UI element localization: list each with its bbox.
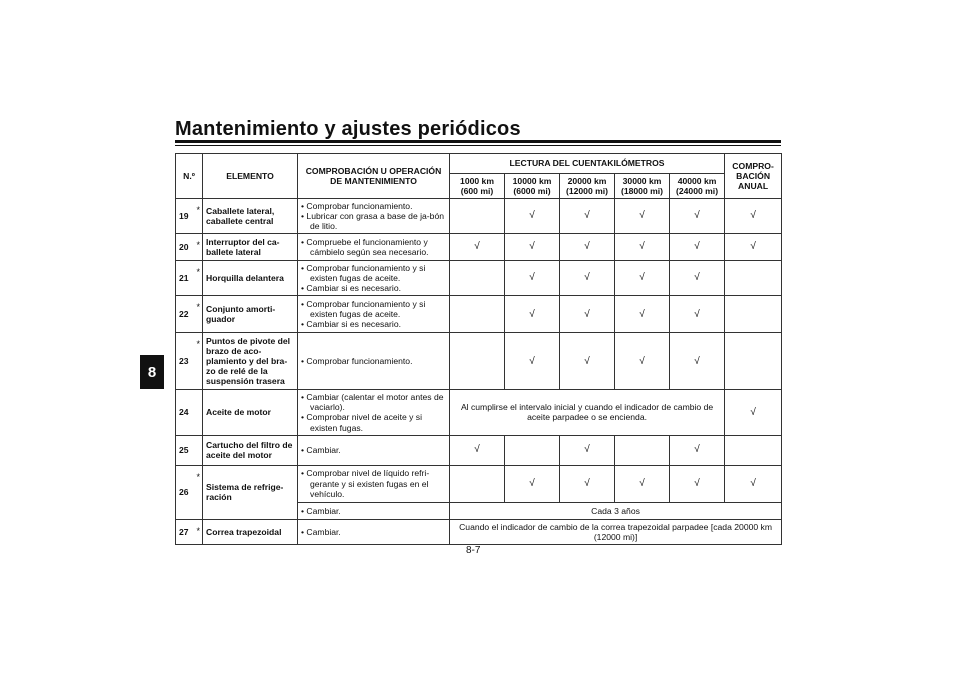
check-mark: √ <box>670 199 725 234</box>
row-number: 21 <box>176 261 194 296</box>
operation-item: • Comprobar funcionamiento. <box>301 356 446 366</box>
check-mark: √ <box>615 465 670 502</box>
operation-item: • Comprobar nivel de líquido refri-gerante y si existen fugas en el vehículo. <box>301 468 446 498</box>
interval-note: Al cumplirse el intervalo inicial y cuando el indicador de cambio de aceite parpadee o se encienda. <box>450 390 725 435</box>
check-mark: √ <box>670 234 725 261</box>
check-mark: √ <box>560 234 615 261</box>
row-operations <box>298 234 450 261</box>
check-mark: √ <box>560 333 615 390</box>
operation-list <box>301 506 446 516</box>
row-number: 27 <box>176 519 194 544</box>
header-km: 30000 km (18000 mi) <box>615 174 670 199</box>
check-mark: √ <box>560 465 615 502</box>
table-row <box>176 199 782 234</box>
check-mark: √ <box>505 296 560 333</box>
row-number: 25 <box>176 435 194 465</box>
operation-item: • Cambiar si es necesario. <box>301 283 446 293</box>
check-mark: √ <box>560 296 615 333</box>
operation-list <box>301 201 446 231</box>
annual-check-mark: √ <box>725 199 782 234</box>
table-row <box>176 234 782 261</box>
row-star: * <box>194 199 203 234</box>
operation-list <box>301 527 446 537</box>
row-operations <box>298 435 450 465</box>
row-element: Interruptor del ca-ballete lateral <box>203 234 298 261</box>
operation-item: • Comprobar funcionamiento y si existen fugas de aceite. <box>301 299 446 319</box>
check-mark <box>450 199 505 234</box>
operation-item: • Cambiar (calentar el motor antes de vaciarlo). <box>301 392 446 412</box>
operation-list <box>301 263 446 293</box>
operation-item: • Comprobar nivel de aceite y si existen fugas. <box>301 412 446 432</box>
row-operations <box>298 390 450 435</box>
row-star: * <box>194 465 203 519</box>
check-mark: √ <box>505 465 560 502</box>
table-row <box>176 333 782 390</box>
check-mark <box>450 261 505 296</box>
check-mark: √ <box>615 296 670 333</box>
check-mark: √ <box>560 199 615 234</box>
row-operations <box>298 502 450 519</box>
row-element: Aceite de motor <box>203 390 298 435</box>
row-operations <box>298 519 450 544</box>
check-mark: √ <box>670 261 725 296</box>
operation-list <box>301 237 446 257</box>
check-mark: √ <box>560 261 615 296</box>
header-km: 1000 km (600 mi) <box>450 174 505 199</box>
table-row <box>176 390 782 435</box>
table-row <box>176 519 782 544</box>
check-mark <box>450 296 505 333</box>
header-annual: COMPRO-BACIÓN ANUAL <box>725 154 782 199</box>
annual-check-mark: √ <box>725 465 782 502</box>
row-star <box>194 435 203 465</box>
operation-list <box>301 468 446 498</box>
row-operations <box>298 296 450 333</box>
row-element: Caballete lateral, caballete central <box>203 199 298 234</box>
annual-check-mark <box>725 435 782 465</box>
operation-item: • Comprobar funcionamiento. <box>301 201 446 211</box>
operation-item: • Cambiar. <box>301 445 446 455</box>
header-odometer: LECTURA DEL CUENTAKILÓMETROS <box>450 154 725 174</box>
row-element: Correa trapezoidal <box>203 519 298 544</box>
row-operations <box>298 333 450 390</box>
row-element: Puntos de pivote del brazo de aco-plamiento y del bra-zo de relé de la suspensión trasera <box>203 333 298 390</box>
title-rule-thick <box>175 140 781 143</box>
table-row <box>176 435 782 465</box>
annual-check-mark <box>725 296 782 333</box>
check-mark: √ <box>615 234 670 261</box>
check-mark: √ <box>615 199 670 234</box>
header-element: ELEMENTO <box>203 154 298 199</box>
operation-list <box>301 445 446 455</box>
header-km: 20000 km (12000 mi) <box>560 174 615 199</box>
operation-item: • Comprobar funcionamiento y si existen fugas de aceite. <box>301 263 446 283</box>
operation-list <box>301 392 446 432</box>
interval-note: Cada 3 años <box>450 502 782 519</box>
annual-check-mark <box>725 333 782 390</box>
operation-list <box>301 299 446 329</box>
annual-check-mark <box>725 261 782 296</box>
row-number: 22 <box>176 296 194 333</box>
title-rule-thin <box>175 145 781 146</box>
check-mark: √ <box>670 465 725 502</box>
row-element: Horquilla delantera <box>203 261 298 296</box>
row-element: Sistema de refrige-ración <box>203 465 298 519</box>
row-number: 19 <box>176 199 194 234</box>
row-element: Conjunto amorti-guador <box>203 296 298 333</box>
row-star <box>194 390 203 435</box>
page-number: 8-7 <box>466 545 481 556</box>
annual-check-mark: √ <box>725 234 782 261</box>
header-check: COMPROBACIÓN U OPERACIÓN DE MANTENIMIENTO <box>298 154 450 199</box>
row-number: 20 <box>176 234 194 261</box>
row-star: * <box>194 234 203 261</box>
interval-note: Cuando el indicador de cambio de la correa trapezoidal parpadee [cada 20000 km (12000 mi)] <box>450 519 782 544</box>
table-row <box>176 296 782 333</box>
check-mark: √ <box>560 435 615 465</box>
row-star: * <box>194 519 203 544</box>
annual-check-mark: √ <box>725 390 782 435</box>
check-mark: √ <box>670 296 725 333</box>
operation-item: • Lubricar con grasa a base de ja-bón de litio. <box>301 211 446 231</box>
chapter-tab: 8 <box>140 355 164 389</box>
check-mark: √ <box>505 234 560 261</box>
maintenance-table <box>175 153 782 545</box>
row-operations <box>298 261 450 296</box>
check-mark: √ <box>670 333 725 390</box>
operation-list <box>301 356 446 366</box>
header-km: 10000 km (6000 mi) <box>505 174 560 199</box>
table-row <box>176 261 782 296</box>
row-star: * <box>194 261 203 296</box>
page-title: Mantenimiento y ajustes periódicos <box>175 118 521 140</box>
check-mark <box>615 435 670 465</box>
check-mark: √ <box>450 234 505 261</box>
check-mark <box>450 333 505 390</box>
check-mark: √ <box>505 261 560 296</box>
row-number: 24 <box>176 390 194 435</box>
row-star: * <box>194 333 203 390</box>
check-mark: √ <box>670 435 725 465</box>
header-no: N.º <box>176 154 203 199</box>
header-km: 40000 km (24000 mi) <box>670 174 725 199</box>
check-mark: √ <box>505 199 560 234</box>
operation-item: • Cambiar. <box>301 506 446 516</box>
row-star: * <box>194 296 203 333</box>
check-mark: √ <box>450 435 505 465</box>
operation-item: • Cambiar. <box>301 527 446 537</box>
row-element: Cartucho del filtro de aceite del motor <box>203 435 298 465</box>
operation-item: • Cambiar si es necesario. <box>301 319 446 329</box>
row-operations <box>298 465 450 502</box>
check-mark: √ <box>505 333 560 390</box>
check-mark: √ <box>615 333 670 390</box>
row-number: 23 <box>176 333 194 390</box>
check-mark <box>450 465 505 502</box>
check-mark <box>505 435 560 465</box>
table-row <box>176 465 782 502</box>
operation-item: • Compruebe el funcionamiento y cámbielo según sea necesario. <box>301 237 446 257</box>
check-mark: √ <box>615 261 670 296</box>
table-body <box>176 199 782 545</box>
row-number: 26 <box>176 465 194 519</box>
row-operations <box>298 199 450 234</box>
